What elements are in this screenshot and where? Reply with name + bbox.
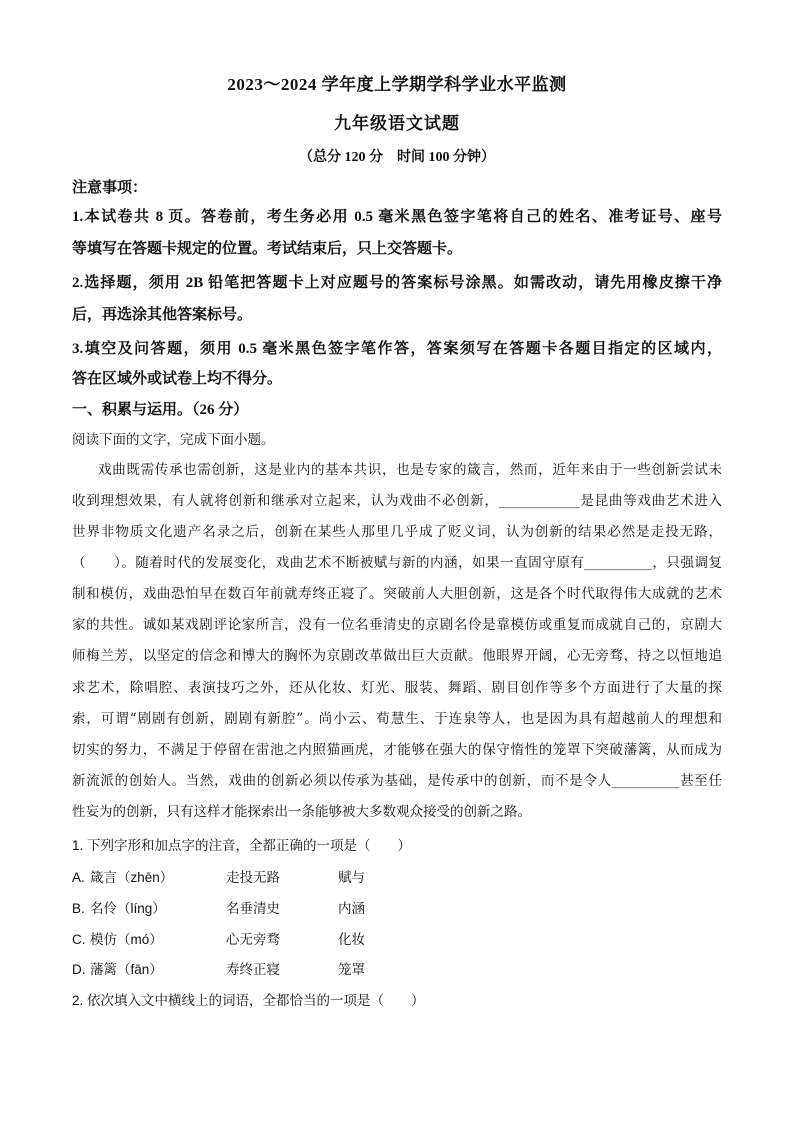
option-letter: D. (72, 962, 86, 977)
passage-line: （ ）。随着时代的发展变化，戏曲艺术不断被赋与新的内涵，如果一直固守原有__________，只强调复 (72, 555, 722, 571)
option-item: 内涵 (338, 901, 365, 916)
passage-line: 制和模仿，戏曲恐怕早在数百年前就寿终正寝了。突破前人大胆创新，这是各个时代取得伟大成就的艺术 (72, 586, 722, 602)
notice-item-2-line-2: 后，再选涂其他答案标号。 (72, 307, 253, 323)
question-1-option-c (72, 931, 722, 949)
option-item: 赋与 (338, 870, 365, 885)
exam-subtitle: 九年级语文试题 (334, 114, 460, 133)
section-heading: 一、积累与运用。（26 分） (72, 402, 249, 418)
passage-line: 师梅兰芳，以坚定的信念和博大的胸怀为京剧改革做出巨大贡献。他眼界开阔，心无旁骛，持之以恒地追 (72, 648, 722, 664)
score-time-info: （总分 120 分 时间 100 分钟） (299, 150, 495, 165)
passage-line: 家的共性。诚如某戏剧评论家所言，没有一位名垂清史的京剧名伶是靠模仿或重复而成就自己的，京剧大 (72, 617, 722, 633)
question-1-option-b (72, 900, 722, 918)
passage-line: 性妄为的创新，只有这样才能探索出一条能够被大多数观众接受的创新之路。 (72, 804, 531, 820)
option-item: 名伶（líng） (90, 901, 166, 916)
option-item: 寿终正寝 (226, 962, 280, 977)
option-letter: B. (72, 901, 85, 916)
notice-item-1-line-1: 1.本试卷共 8 页。答卷前，考生务必用 0.5 毫米黑色签字笔将自己的姓名、准考证号、座号 (72, 209, 722, 225)
question-2-stem: 2. 依次填入文中横线上的词语，全都恰当的一项是（ ） (72, 993, 425, 1008)
passage-line: 索，可谓“剧剧有创新，剧剧有新腔”。尚小云、荀慧生、于连泉等人，也是因为具有超越前人的理想和 (72, 711, 722, 727)
option-item: 箴言（zhēn） (90, 870, 174, 885)
option-letter: C. (72, 932, 86, 947)
option-item: 笼罩 (338, 962, 365, 977)
option-item: 化妆 (338, 932, 365, 947)
option-item: 名垂清史 (226, 901, 280, 916)
notice-item-3-line-1: 3.填空及问答题，须用 0.5 毫米黑色签字笔作答，答案须写在答题卡各题目指定的区域内， (72, 341, 722, 357)
exam-title: 2023～2024 学年度上学期学科学业水平监测 (227, 75, 567, 94)
option-item: 藩篱（fān） (90, 962, 163, 977)
passage-line: 戏曲既需传承也需创新，这是业内的基本共识，也是专家的箴言，然而，近年来由于一些创新尝试未 (98, 462, 722, 478)
passage-line: 世界非物质文化遗产名录之后，创新在某些人那里几乎成了贬义词，认为创新的结果必然是走投无路， (72, 524, 722, 540)
option-item: 心无旁骛 (226, 932, 280, 947)
notice-heading: 注意事项： (72, 180, 148, 196)
question-1-option-a (72, 869, 722, 887)
passage-line: 新流派的创始人。当然，戏曲的创新必须以传承为基础，是传承中的创新，而不是令人__________甚至任 (72, 773, 722, 789)
option-item: 走投无路 (226, 870, 280, 885)
reading-instruction: 阅读下面的文字，完成下面小题。 (72, 432, 275, 447)
option-letter: A. (72, 870, 85, 885)
notice-item-1-line-2: 等填写在答题卡规定的位置。考试结束后，只上交答题卡。 (72, 241, 463, 257)
option-item: 模仿（mó） (90, 932, 163, 947)
passage-line: 收到理想效果，有人就将创新和继承对立起来，认为戏曲不必创新，____________是昆曲等戏曲艺术进入 (72, 493, 722, 509)
notice-item-2-line-1: 2.选择题，须用 2B 铅笔把答题卡上对应题号的答案标号涂黑。如需改动，请先用橡皮擦干净 (72, 275, 722, 291)
passage-line: 求艺术，除唱腔、表演技巧之外，还从化妆、灯光、服装、舞蹈、剧目创作等多个方面进行了大量的探 (72, 680, 722, 696)
notice-item-3-line-2: 答在区域外或试卷上均不得分。 (72, 371, 283, 387)
question-1-stem: 1. 下列字形和加点字的注音，全都正确的一项是（ ） (72, 838, 412, 853)
question-1-option-d (72, 961, 722, 979)
passage-line: 切实的努力，不满足于停留在雷池之内照猫画虎，才能够在强大的保守惰性的笼罩下突破藩篱，从而成为 (72, 742, 722, 758)
